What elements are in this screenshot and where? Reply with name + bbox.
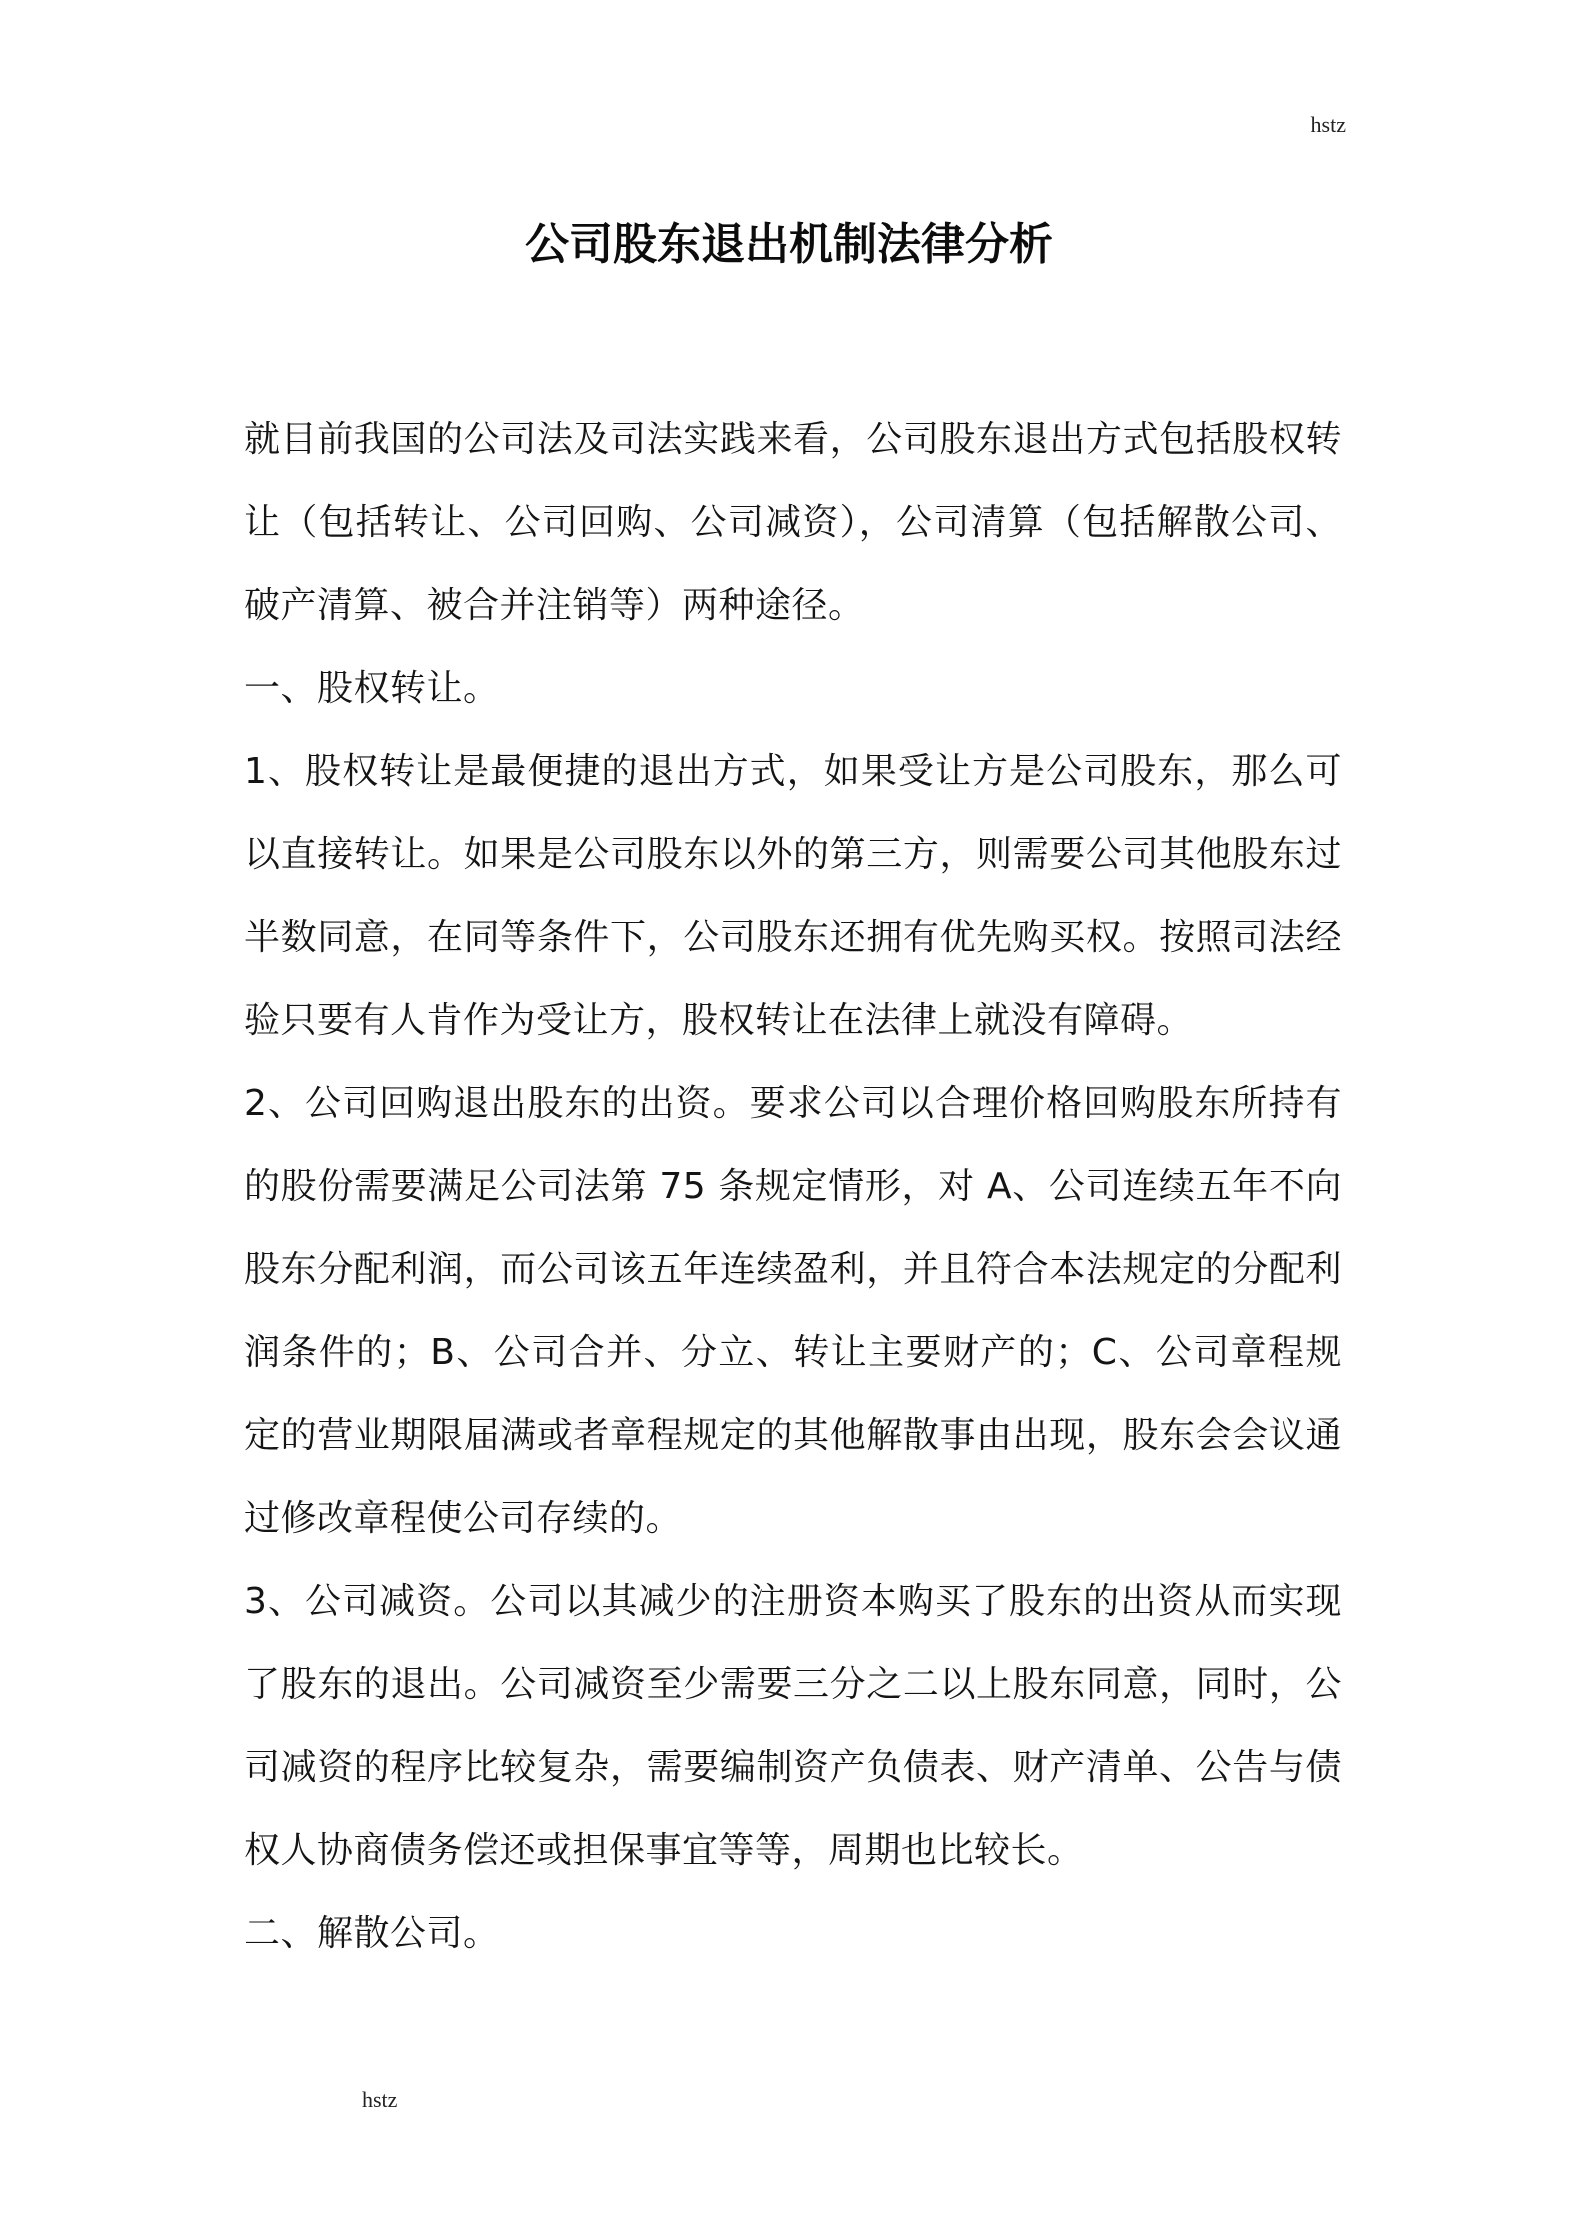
paragraph-item-1: 1、股权转让是最便捷的退出方式，如果受让方是公司股东，那么可以直接转让。如果是公司股东以外的第三方，则需要公司其他股东过半数同意，在同等条件下，公司股东还拥有优先购买权。按照司法经验只要有人肯作为受让方，股权转让在法律上就没有障碍。 xyxy=(244,751,1342,1041)
section-heading-dissolution: 二、解散公司。 xyxy=(244,1913,500,1954)
footer-watermark: hstz xyxy=(362,2087,398,2112)
document-body xyxy=(244,398,1342,1975)
paragraph-item-2: 2、公司回购退出股东的出资。要求公司以合理价格回购股东所持有的股份需要满足公司法第 75 条规定情形，对 A、公司连续五年不向股东分配利润，而公司该五年连续盈利，并且符合本法规定的分配利润条件的；B、公司合并、分立、转让主要财产的；C、公司章程规定的营业期限届满或者章程规定的其他解散事由出现，股东会会议通过修改章程使公司存续的。 xyxy=(244,1083,1342,1539)
header-watermark: hstz xyxy=(1310,112,1346,137)
paragraph-item-3: 3、公司减资。公司以其减少的注册资本购买了股东的出资从而实现了股东的退出。公司减资至少需要三分之二以上股东同意，同时，公司减资的程序比较复杂，需要编制资产负债表、财产清单、公告与债权人协商债务偿还或担保事宜等等，周期也比较长。 xyxy=(244,1581,1342,1871)
intro-paragraph: 就目前我国的公司法及司法实践来看，公司股东退出方式包括股权转让（包括转让、公司回购、公司减资），公司清算（包括解散公司、破产清算、被合并注销等）两种途径。 xyxy=(244,419,1342,626)
document-title: 公司股东退出机制法律分析 xyxy=(525,219,1053,270)
section-heading-equity-transfer: 一、股权转让。 xyxy=(244,668,500,709)
